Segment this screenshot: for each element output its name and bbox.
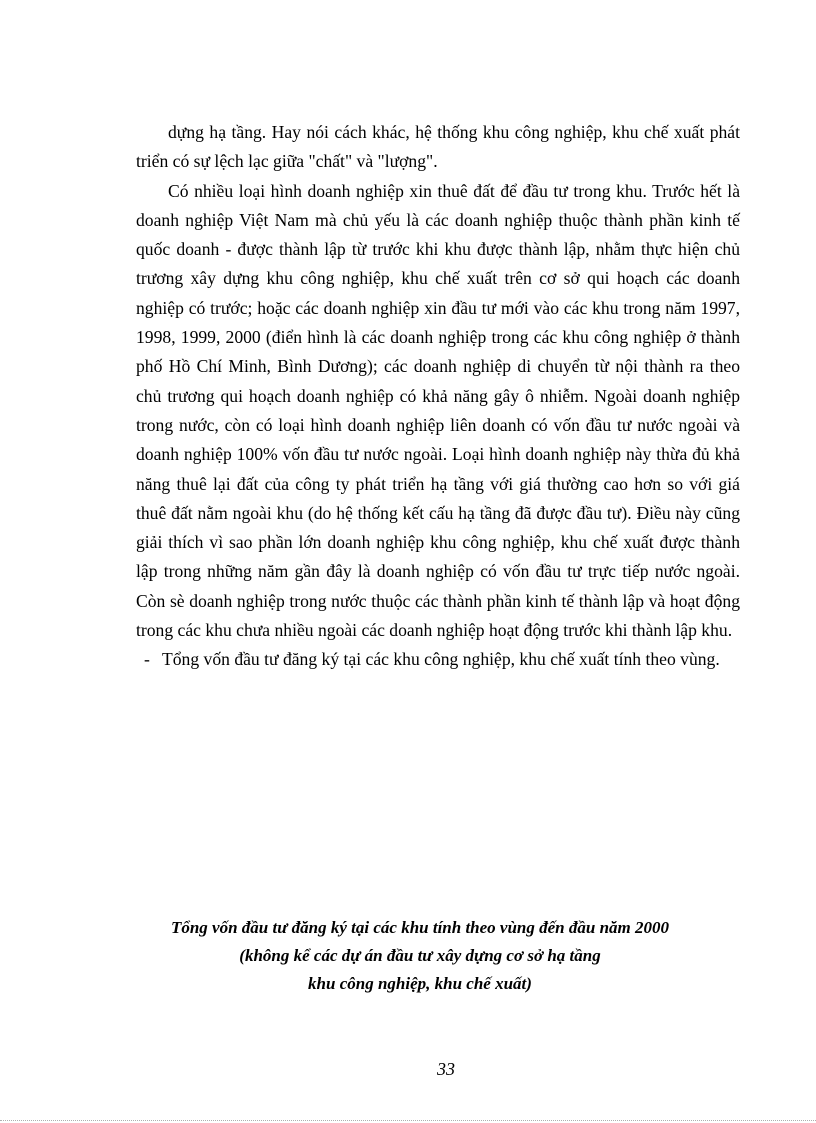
bullet-marker: - <box>144 649 150 670</box>
bullet-text: Tổng vốn đầu tư đăng ký tại các khu công nghiệp, khu chế xuất tính theo vùng. <box>162 649 720 670</box>
body-text <box>136 118 740 675</box>
caption-line-2: (không kể các dự án đầu tư xây dựng cơ sở hạ tầng <box>239 946 601 965</box>
caption-line-3: khu công nghiệp, khu chế xuất) <box>308 974 532 993</box>
caption-line-1: Tổng vốn đầu tư đăng ký tại các khu tính theo vùng đến đầu năm 2000 <box>170 918 670 937</box>
page-bottom-border <box>0 1120 816 1121</box>
paragraph-continuation: dựng hạ tầng. Hay nói cách khác, hệ thống khu công nghiệp, khu chế xuất phát triển có sự lệch lạc giữa "chất" và "lượng". <box>136 122 740 172</box>
paragraph-enterprise-types: Có nhiều loại hình doanh nghiệp xin thuê đất để đầu tư trong khu. Trước hết là doanh nghiệp Việt Nam mà chủ yếu là các doanh nghiệp thuộc thành phần kinh tế quốc doanh - được thành lập từ trước khi khu được thành lập, nhằm thực hiện chủ trương xây dựng khu công nghiệp, khu chế xuất trên cơ sở qui hoạch các doanh nghiệp có trước; hoặc các doanh nghiệp xin đầu tư mới vào các khu trong năm 1997, 1998, 1999, 2000 (điển hình là các doanh nghiệp trong các khu công nghiệp ở thành phố Hồ Chí Minh, Bình Dương); các doanh nghiệp di chuyển từ nội thành ra theo chủ trương qui hoạch doanh nghiệp có khả năng gây ô nhiễm. Ngoài doanh nghiệp trong nước, còn có loại hình doanh nghiệp liên doanh có vốn đầu tư nước ngoài và doanh nghiệp 100% vốn đầu tư nước ngoài. Loại hình doanh nghiệp này thừa đủ khả năng thuê lại đất của công ty phát triển hạ tầng với giá thường cao hơn so với giá thuê đất nằm ngoài khu (do hệ thống kết cấu hạ tầng đã được đầu tư). Điều này cũng giải thích vì sao phần lớn doanh nghiệp khu công nghiệp, khu chế xuất được thành lập trong những năm gần đây là doanh nghiệp có vốn đầu tư trực tiếp nước ngoài. Còn sè doanh nghiệp trong nước thuộc các thành phần kinh tế thành lập và hoạt động trong các khu chưa nhiều ngoài các doanh nghiệp hoạt động trước khi thành lập khu. <box>136 180 740 641</box>
table-caption <box>100 914 740 998</box>
page-number: 33 <box>437 1059 455 1079</box>
bullet-item <box>136 645 740 674</box>
